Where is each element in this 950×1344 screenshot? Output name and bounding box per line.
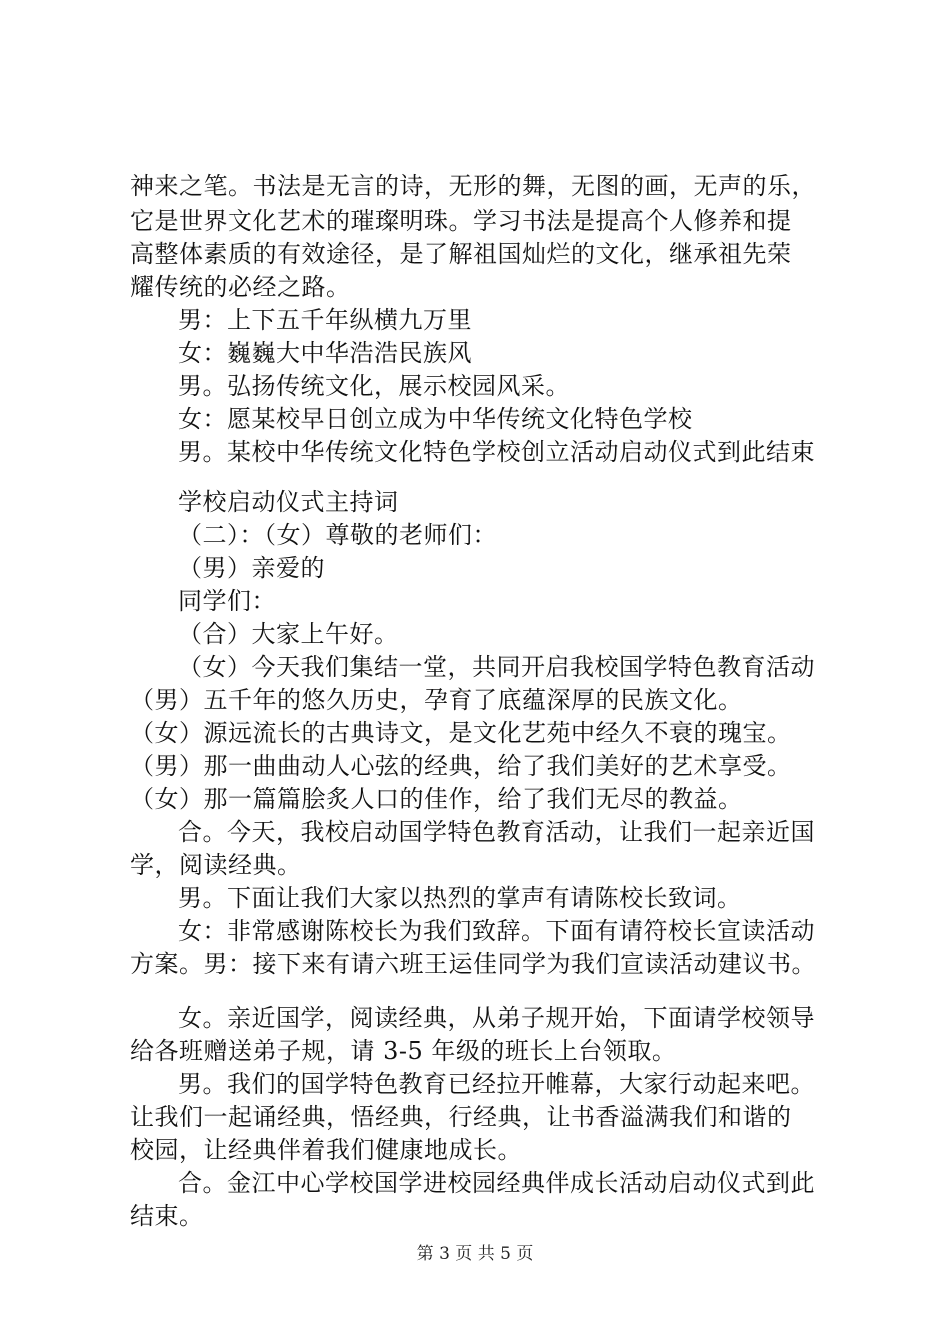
section-title: 学校启动仪式主持词 [178,488,399,516]
text-line: （男）五千年的悠久历史，孕育了底蕴深厚的民族文化。 [130,686,743,714]
text-line: 男。某校中华传统文化特色学校创立活动启动仪式到此结束 [178,438,815,466]
text-line: 神来之笔。书法是无言的诗，无形的舞，无图的画，无声的乐， [130,172,816,200]
text-line: 校园，让经典伴着我们健康地成长。 [130,1136,522,1164]
text-line: 男：上下五千年纵横九万里 [178,306,472,334]
text-line: （女）源远流长的古典诗文，是文化艺苑中经久不衰的瑰宝。 [130,719,792,747]
text-line: 结束。 [130,1202,204,1230]
text-line: 让我们一起诵经典，悟经典，行经典，让书香溢满我们和谐的 [130,1103,792,1131]
text-line: （女）那一篇篇脍炙人口的佳作，给了我们无尽的教益。 [130,785,743,813]
text-line: 方案。男：接下来有请六班王运佳同学为我们宣读活动建议书。 [130,950,816,978]
text-line: 男。我们的国学特色教育已经拉开帷幕，大家行动起来吧。 [178,1070,815,1098]
text-line: （合）大家上午好。 [178,620,399,648]
page-number-footer: 第 3 页 共 5 页 [416,1244,534,1264]
text-line: 女。亲近国学，阅读经典，从弟子规开始，下面请学校领导 [178,1004,815,1032]
text-line: （男）那一曲曲动人心弦的经典，给了我们美好的艺术享受。 [130,752,792,780]
text-line: 它是世界文化艺术的璀璨明珠。学习书法是提高个人修养和提 [130,207,792,235]
text-line: 女：愿某校早日创立成为中华传统文化特色学校 [178,405,693,433]
text-line: 合。今天，我校启动国学特色教育活动，让我们一起亲近国 [178,818,815,846]
text-line: 男。弘扬传统文化，展示校园风采。 [178,372,570,400]
text-line: （男）亲爱的 [178,554,325,582]
text-line: 耀传统的必经之路。 [130,273,351,301]
text-line: 男。下面让我们大家以热烈的掌声有请陈校长致词。 [178,884,742,912]
text-line: 合。金江中心学校国学进校园经典伴成长活动启动仪式到此 [178,1169,815,1197]
text-line: （女）今天我们集结一堂，共同开启我校国学特色教育活动 [178,653,815,681]
text-line: 学，阅读经典。 [130,851,302,879]
text-line: （二）：（女）尊敬的老师们： [178,521,497,549]
text-line: 同学们： [178,587,276,615]
text-line: 高整体素质的有效途径，是了解祖国灿烂的文化，继承祖先荣 [130,240,792,268]
text-line: 女：非常感谢陈校长为我们致辞。下面有请符校长宣读活动 [178,917,815,945]
text-line: 女：巍巍大中华浩浩民族风 [178,339,472,367]
text-line: 给各班赠送弟子规，请 3-5 年级的班长上台领取。 [130,1037,677,1065]
